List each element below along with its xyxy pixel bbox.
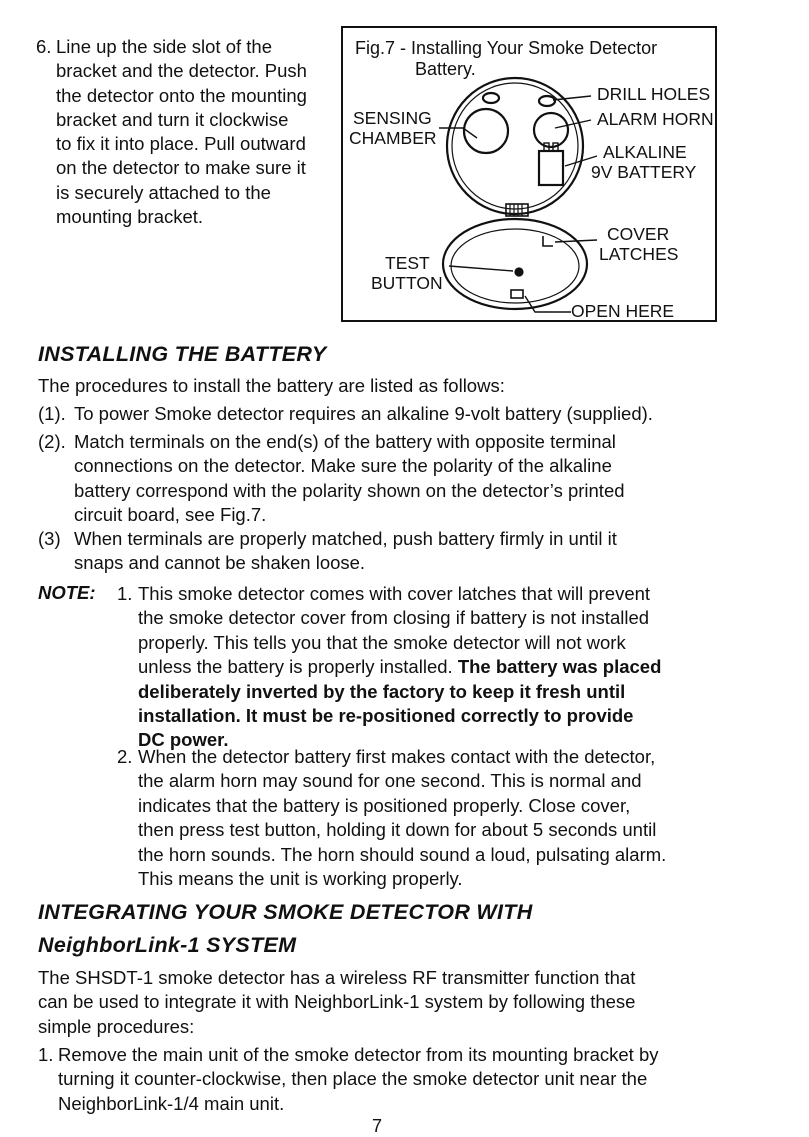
note-bold-line: deliberately inverted by the factory to keep it fresh until <box>138 680 626 702</box>
list-item-line: battery correspond with the polarity shown on the detector’s printed <box>74 479 625 501</box>
note-line: This means the unit is working properly. <box>138 868 463 890</box>
note-line: indicates that the battery is positioned properly. Close cover, <box>138 794 631 816</box>
list-item <box>38 527 714 576</box>
list-item <box>38 402 714 426</box>
step-line: bracket and the detector. Push <box>56 60 307 82</box>
step-line: bracket and turn it clockwise <box>56 108 289 130</box>
open-tab-shape <box>511 290 523 298</box>
figure-title-line2: Battery. <box>415 59 476 79</box>
battery-intro: The procedures to install the battery are listed as follows: <box>38 375 505 396</box>
label-test: TEST <box>385 253 430 273</box>
section-heading-battery: INSTALLING THE BATTERY <box>38 342 327 366</box>
step-line: is securely attached to the <box>56 181 271 203</box>
note-number: 2. <box>117 746 133 767</box>
note-bold-line: installation. It must be re-positioned correctly to provide <box>138 705 634 727</box>
list-item-line: NeighborLink-1/4 main unit. <box>58 1092 285 1114</box>
section-heading-integration-line1: INTEGRATING YOUR SMOKE DETECTOR WITH <box>38 900 533 924</box>
label-chamber: CHAMBER <box>349 128 437 148</box>
integration-intro <box>38 966 738 1039</box>
step-line: Line up the side slot of the <box>56 36 272 57</box>
figure-title-line1: Fig.7 - Installing Your Smoke Detector <box>355 38 658 58</box>
cover-outline <box>443 219 587 309</box>
note-line: When the detector battery first makes contact with the detector, <box>138 746 656 767</box>
note-line: properly. This tells you that the smoke detector will not work <box>138 631 626 653</box>
intro-line: The SHSDT-1 smoke detector has a wireless RF transmitter function that <box>38 967 636 988</box>
battery-shape <box>539 151 563 185</box>
label-cover: COVER <box>607 224 670 244</box>
list-item-line: turning it counter-clockwise, then place the smoke detector unit near the <box>58 1068 648 1090</box>
note-number: 1. <box>117 583 133 604</box>
step-6 <box>36 35 336 229</box>
note-line: the alarm horn may sound for one second. This is normal and <box>138 770 642 792</box>
list-item-number: (2). <box>38 431 66 452</box>
note-line: This smoke detector comes with cover latches that will prevent <box>138 583 651 604</box>
list-item-line: When terminals are properly matched, push battery firmly in until it <box>74 528 617 549</box>
label-button: BUTTON <box>371 273 443 293</box>
drill-hole-left <box>483 93 499 103</box>
list-item-line: Remove the main unit of the smoke detector from its mounting bracket by <box>58 1044 659 1065</box>
list-item-line: connections on the detector. Make sure the polarity of the alkaline <box>74 455 612 477</box>
note-label: NOTE: <box>38 582 96 603</box>
list-item-line: Match terminals on the end(s) of the battery with opposite terminal <box>74 431 616 452</box>
drill-hole-right <box>539 96 555 106</box>
step-line: the detector onto the mounting <box>56 84 307 106</box>
intro-line: simple procedures: <box>38 1015 195 1037</box>
list-item-line: circuit board, see Fig.7. <box>74 504 267 526</box>
step-text <box>56 35 336 229</box>
note-line-mixed <box>138 655 717 679</box>
figure-title <box>355 38 715 80</box>
label-alkaline: ALKALINE <box>603 142 687 162</box>
label-open-here: OPEN HERE <box>571 301 675 321</box>
section-heading-integration-line2: NeighborLink-1 SYSTEM <box>38 933 297 957</box>
list-item-number: 1. <box>38 1044 54 1065</box>
list-item-line: To power Smoke detector requires an alkaline 9-volt battery (supplied). <box>74 403 653 424</box>
step-line: mounting bracket. <box>56 206 204 228</box>
label-alarm-horn: ALARM HORN <box>597 109 714 129</box>
label-drill-holes: DRILL HOLES <box>597 84 711 104</box>
note-bold-line: DC power. <box>138 729 229 751</box>
note-plain-text: unless the battery is properly installed. <box>138 656 458 678</box>
note-bold-text: The battery was placed <box>457 656 662 678</box>
list-item <box>38 1043 738 1116</box>
label-sensing: SENSING <box>353 108 432 128</box>
note-line: then press test button, holding it down for about 5 seconds until <box>138 819 657 841</box>
alarm-horn-shape <box>534 113 568 147</box>
list-item-number: (3) <box>38 528 61 549</box>
label-latches: LATCHES <box>599 244 679 264</box>
note-line: the horn sounds. The horn should sound a loud, pulsating alarm. <box>138 843 667 865</box>
sensing-chamber-shape <box>464 109 508 153</box>
list-item-number: (1). <box>38 403 66 424</box>
intro-line: can be used to integrate it with NeighborLink-1 system by following these <box>38 991 636 1013</box>
list-item <box>38 430 714 528</box>
note-item-2 <box>117 745 717 891</box>
figure-7 <box>341 26 717 322</box>
note-line: the smoke detector cover from closing if battery is not installed <box>138 607 650 629</box>
step-number: 6. <box>36 36 52 57</box>
cover-latch-shape <box>543 236 553 246</box>
step-line: on the detector to make sure it <box>56 157 306 179</box>
step-line: to fix it into place. Pull outward <box>56 133 306 155</box>
note-item-1 <box>117 582 717 753</box>
label-9v-battery: 9V BATTERY <box>591 162 697 182</box>
list-item-line: snaps and cannot be shaken loose. <box>74 552 366 574</box>
page-number: 7 <box>372 1116 383 1136</box>
